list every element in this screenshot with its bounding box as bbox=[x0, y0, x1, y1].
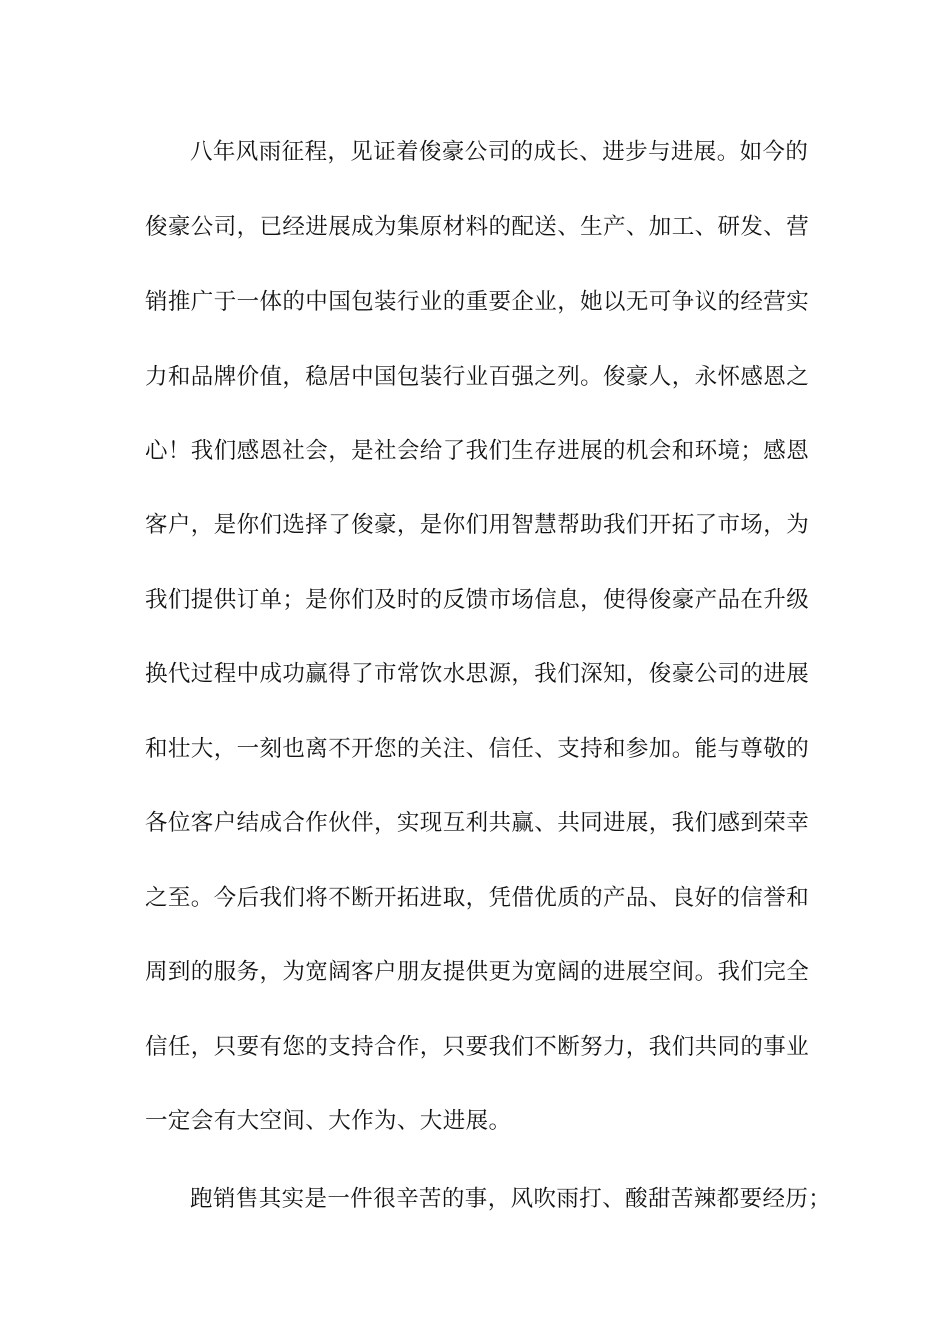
paragraph-1-line-14: 一定会有大空间、大作为、大进展。 bbox=[145, 1108, 512, 1134]
paragraph-1-line-10: 各位客户结成合作伙伴，实现互利共赢、共同进展，我们感到荣幸 bbox=[145, 810, 810, 836]
paragraph-1-line-3: 销推广于一体的中国包装行业的重要企业，她以无可争议的经营实 bbox=[145, 289, 810, 315]
paragraph-1-line-7: 我们提供订单；是你们及时的反馈市场信息，使得俊豪产品在升级 bbox=[145, 587, 810, 613]
paragraph-1-line-6: 客户，是你们选择了俊豪，是你们用智慧帮助我们开拓了市场，为 bbox=[145, 512, 810, 538]
paragraph-1-line-13: 信任，只要有您的支持合作，只要我们不断努力，我们共同的事业 bbox=[145, 1034, 810, 1060]
paragraph-1-line-12: 周到的服务，为宽阔客户朋友提供更为宽阔的进展空间。我们完全 bbox=[145, 959, 810, 985]
paragraph-1-line-8: 换代过程中成功赢得了市常饮水思源，我们深知，俊豪公司的进展 bbox=[145, 661, 810, 687]
paragraph-2-line-1: 跑销售其实是一件很辛苦的事，风吹雨打、酸甜苦辣都要经历； bbox=[190, 1186, 832, 1212]
paragraph-1-line-1: 八年风雨征程，见证着俊豪公司的成长、进步与进展。如今的 bbox=[190, 139, 809, 165]
paragraph-1-line-5: 心！我们感恩社会，是社会给了我们生存进展的机会和环境；感恩 bbox=[145, 438, 810, 464]
paragraph-1-line-11: 之至。今后我们将不断开拓进取，凭借优质的产品、良好的信誉和 bbox=[145, 885, 810, 911]
paragraph-1-line-2: 俊豪公司，已经进展成为集原材料的配送、生产、加工、研发、营 bbox=[145, 214, 810, 240]
paragraph-1-line-4: 力和品牌价值，稳居中国包装行业百强之列。俊豪人，永怀感恩之 bbox=[145, 364, 810, 390]
paragraph-1-line-9: 和壮大，一刻也离不开您的关注、信任、支持和参加。能与尊敬的 bbox=[145, 736, 810, 762]
